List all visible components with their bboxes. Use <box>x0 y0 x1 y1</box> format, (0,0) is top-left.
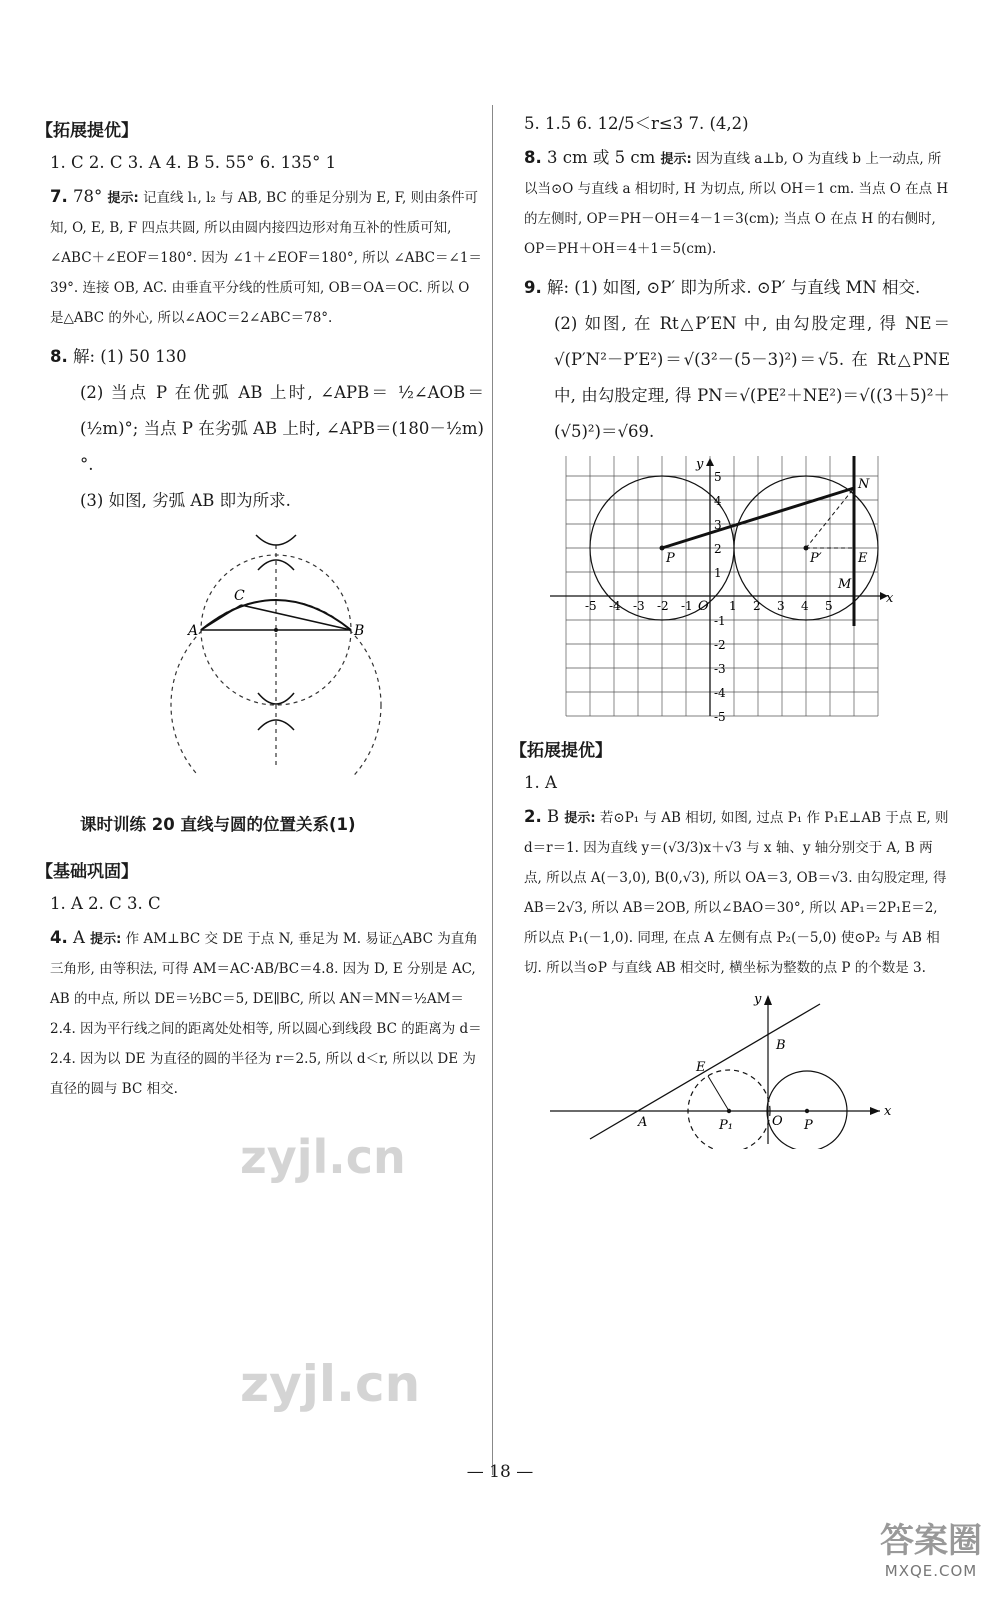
arc-construction-figure <box>36 525 484 775</box>
x-tick-label: 3 <box>777 599 785 613</box>
section-heading: 【拓展提优】 <box>510 741 612 761</box>
y-tick-label: -4 <box>714 686 726 700</box>
hint-label: 提示: <box>660 152 692 167</box>
x-tick-label: 4 <box>801 599 809 613</box>
y-axis-label: y <box>754 992 762 1007</box>
label-O: O <box>772 1114 783 1129</box>
answer-part-1: 解: (1) 50 130 <box>73 347 187 366</box>
section-heading: 【基础巩固】 <box>36 862 138 882</box>
question-2 <box>524 803 950 983</box>
origin-label: O <box>698 599 709 614</box>
x-axis-label: x <box>884 1104 892 1119</box>
x-tick-labels <box>585 599 833 613</box>
label-A: A <box>188 623 199 639</box>
answer: 3 cm 或 5 cm <box>547 148 656 167</box>
y-tick-label: 3 <box>714 518 722 532</box>
x-axis-label: x <box>886 591 894 606</box>
lesson-title: 课时训练 20 直线与圆的位置关系(1) <box>80 815 356 834</box>
label-B: B <box>776 1038 786 1053</box>
right-column <box>510 110 950 1149</box>
question-number: 7. <box>50 187 68 206</box>
answer-part-1: 解: (1) 如图, ⊙P′ 即为所求. ⊙P′ 与直线 MN 相交. <box>547 278 921 297</box>
hint-text: 记直线 l₁, l₂ 与 AB, BC 的垂足分别为 E, F, 则由条件可知, O, E, B, F 四点共圆, 所以由圆内接四边形对角互补的性质可知, ∠ABC＋∠EOF＝180°. 因为 ∠1＋∠EOF＝180°, 所以 ∠ABC＝∠1＝39°. 连接 OB, AC. 由垂直平分线的性质可知, OB＝OA＝OC. 所以 O 是△ABC 的外心, 所以∠AOC＝2∠ABC＝78°. <box>50 190 482 326</box>
question-8 <box>50 339 484 519</box>
label-A: A <box>638 1115 648 1130</box>
answer-part-2: (2) 当点 P 在优弧 AB 上时, ∠APB＝ ½∠AOB＝(½m)°; 当点 P 在劣弧 AB 上时, ∠APB＝(180－½m)°. <box>80 383 484 474</box>
answer: 78° <box>73 187 103 206</box>
question-number: 8. <box>50 347 68 366</box>
hint-label: 提示: <box>90 932 122 947</box>
y-tick-labels <box>714 470 726 724</box>
question-number: 4. <box>50 928 68 947</box>
question-number: 8. <box>524 148 542 167</box>
tangent-line-figure <box>510 989 950 1149</box>
column-divider <box>492 105 493 1475</box>
label-E: E <box>696 1060 706 1075</box>
y-tick-label: 5 <box>714 470 722 484</box>
label-N: N <box>858 477 870 492</box>
y-tick-label: -1 <box>714 614 726 628</box>
answer-part-2: (2) 如图, 在 Rt△P′EN 中, 由勾股定理, 得 NE＝√(P′N²－P′E²)＝√(3²－(5－3)²)＝√5. 在 Rt△PNE 中, 由勾股定理, 得 PN＝√(PE²＋NE²)＝√((3＋5)²＋(√5)²)＝√69. <box>554 314 950 441</box>
x-tick-label: 2 <box>753 599 761 613</box>
label-E: E <box>858 551 868 566</box>
y-tick-label: 2 <box>714 542 722 556</box>
watermark: zyjl.cn <box>240 1130 406 1184</box>
hint-text: 若⊙P₁ 与 AB 相切, 如图, 过点 P₁ 作 P₁E⊥AB 于点 E, 则 d＝r＝1. 因为直线 y＝(√3/3)x＋√3 与 x 轴、y 轴分别交于 A, B 两点, 所以点 A(－3,0), B(0,√3), 所以 OA＝3, OB＝√3. 由勾股定理, 得 AB＝2√3, 所以 AB＝2OB, 所以∠BAO＝30°, 所以 AP₁＝2P₁E＝2, 所以点 P₁(－1,0). 同理, 在点 A 左侧有点 P₂(－5,0) 使⊙P₂ 与 AB 相切. 所以当⊙P 与直线 AB 相交时, 横坐标为整数的点 P 的个数是 3. <box>524 810 949 976</box>
question-9 <box>524 270 950 450</box>
hint-text: 因为直线 a⊥b, O 为直线 b 上一动点, 所以当⊙O 与直线 a 相切时, H 为切点, 所以 OH＝1 cm. 当点 O 在点 H 的左侧时, OP＝PH－OH＝4－1＝3(cm); 当点 O 在点 H 的右侧时, OP＝PH＋OH＝4＋1＝5(cm). <box>524 151 949 257</box>
x-tick-label: -4 <box>609 599 621 613</box>
answer: B <box>547 807 560 826</box>
section-heading: 【拓展提优】 <box>36 121 138 141</box>
left-column <box>36 110 484 1110</box>
answer-line: 1. A 2. C 3. C <box>50 894 161 913</box>
y-tick-label: -5 <box>714 710 726 724</box>
y-tick-label: -3 <box>714 662 726 676</box>
label-P: P <box>804 1118 813 1133</box>
label-P1: P₁ <box>719 1118 733 1133</box>
page-number: — 18 — <box>466 1462 534 1482</box>
watermark: zyjl.cn <box>240 1355 421 1413</box>
x-tick-label: 1 <box>729 599 737 613</box>
label-B: B <box>354 623 365 639</box>
watermark-stamp <box>880 1513 982 1580</box>
hint-label: 提示: <box>564 811 596 826</box>
question-number: 9. <box>524 278 542 297</box>
label-M: M <box>838 577 852 592</box>
hint-label: 提示: <box>107 191 139 206</box>
answer-line: 1. A <box>524 773 557 792</box>
question-8 <box>524 144 950 264</box>
hint-text: 作 AM⊥BC 交 DE 于点 N, 垂足为 M. 易证△ABC 为直角三角形, 由等积法, 可得 AM＝AC·AB/BC＝4.8. 因为 D, E 分别是 AC, AB 的中点, 所以 DE＝½BC＝5, DE∥BC, 所以 AN＝MN＝½AM＝2.4. 因为平行线之间的距离处处相等, 所以圆心到线段 BC 的距离为 d＝2.4. 因为以 DE 为直径的圆的半径为 r＝2.5, 所以 d＜r, 所以以 DE 为直径的圆与 BC 相交. <box>50 931 482 1097</box>
x-tick-label: 5 <box>825 599 833 613</box>
stamp-url: MXQE.COM <box>884 1562 978 1580</box>
y-tick-label: -2 <box>714 638 726 652</box>
label-P: P <box>666 551 675 566</box>
answer-line: 1. C 2. C 3. A 4. B 5. 55° 6. 135° 1 <box>50 153 337 172</box>
y-tick-label: 4 <box>714 494 722 508</box>
x-tick-label: -2 <box>657 599 669 613</box>
y-axis-label: y <box>696 457 704 472</box>
label-C: C <box>234 588 245 604</box>
x-tick-label: -3 <box>633 599 645 613</box>
question-4 <box>50 924 484 1104</box>
stamp-title: 答案圈 <box>880 1521 982 1561</box>
question-7 <box>50 183 484 333</box>
x-tick-label: -1 <box>681 599 693 613</box>
x-tick-label: -5 <box>585 599 597 613</box>
y-tick-label: 1 <box>714 566 722 580</box>
answer-line: 5. 1.5 6. 12/5＜r≤3 7. (4,2) <box>524 114 749 133</box>
question-number: 2. <box>524 807 542 826</box>
answer: A <box>73 928 85 947</box>
label-P-prime: P′ <box>810 551 822 566</box>
answer-part-3: (3) 如图, 劣弧 AB 即为所求. <box>80 491 291 510</box>
coordinate-grid-figure <box>510 456 950 726</box>
